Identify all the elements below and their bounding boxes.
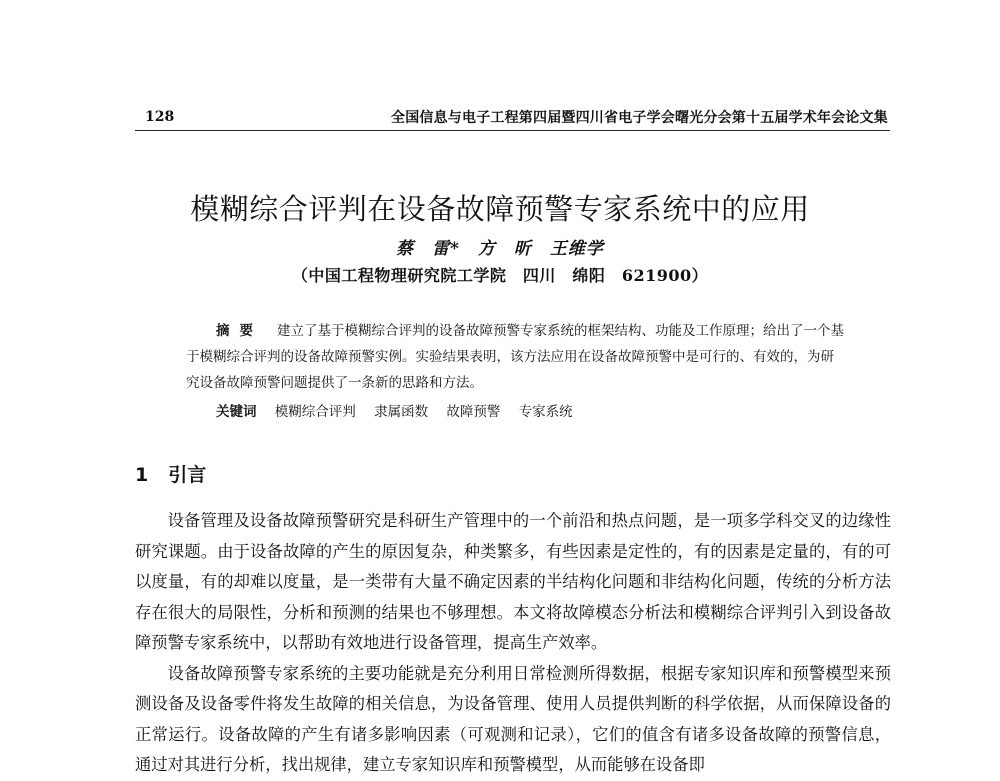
section-title: 引言 xyxy=(168,464,207,486)
running-header xyxy=(135,104,890,131)
keywords-label: 关键词 xyxy=(216,404,257,420)
abstract-text: 建立了基于模糊综合评判的设备故障预警专家系统的框架结构、功能及工作原理；给出了一个基于模糊综合评判的设备故障预警实例。实验结果表明，该方法应用在设备故障预警中是可行的、有效的，为研究设备故障预警问题提供了一条新的思路和方法。 xyxy=(186,323,844,391)
author-affiliation: （中国工程物理研究院工学院 四川 绵阳 621900） xyxy=(291,266,709,285)
body-paragraph: 设备管理及设备故障预警研究是科研生产管理中的一个前沿和热点问题，是一项多学科交叉的边缘性研究课题。由于设备故障的产生的原因复杂，种类繁多，有些因素是定性的，有的因素是定量的，有的可以度量，有的却难以度量，是一类带有大量不确定因素的半结构化问题和非结构化问题，传统的分析方法存在很大的局限性，分析和预测的结果也不够理想。本文将故障模态分析法和模糊综合评判引入到设备故障预警专家系统中，以帮助有效地进行设备管理，提高生产效率。 xyxy=(135,511,891,652)
page-number: 128 xyxy=(145,109,175,125)
body-paragraph: 设备故障预警专家系统的主要功能就是充分利用日常检测所得数据，根据专家知识库和预警模型来预测设备及设备零件将发生故障的相关信息，为设备管理、使用人员提供判断的科学依据，从而保障设备的正常运行。设备故障的产生有诸多影响因素（可观测和记录），它们的值含有诸多设备故障的预警信息，通过对其进行分析，找出规律，建立专家知识库和预警模型，从而能够在设备即 xyxy=(135,663,891,774)
author-list: 蔡 雷* 方 昕 王维学 xyxy=(396,239,604,259)
keyword: 故障预警 xyxy=(446,404,501,420)
keyword: 隶属函数 xyxy=(374,404,429,420)
section-number: 1 xyxy=(135,464,149,486)
section-body xyxy=(135,506,891,781)
keyword: 模糊综合评判 xyxy=(274,404,356,420)
proceedings-title: 全国信息与电子工程第四届暨四川省电子学会曙光分会第十五届学术年会论文集 xyxy=(391,110,888,126)
keywords xyxy=(216,400,856,420)
abstract xyxy=(186,318,844,396)
abstract-label: 摘要 xyxy=(216,323,263,339)
section-heading xyxy=(135,460,206,487)
paper-title: 模糊综合评判在设备故障预警专家系统中的应用 xyxy=(190,192,810,227)
keyword: 专家系统 xyxy=(518,404,573,420)
